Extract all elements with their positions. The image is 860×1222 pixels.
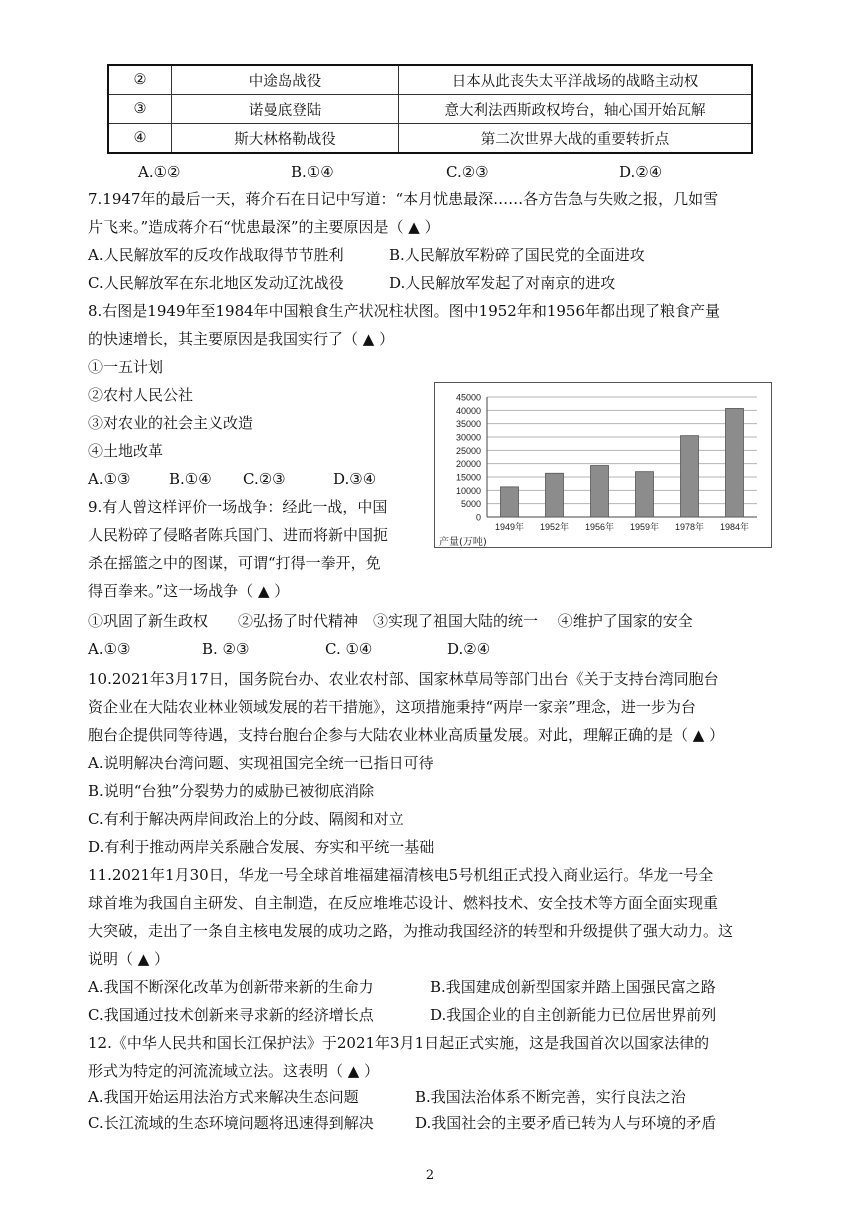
table-cell-event: 中途岛战役 [172,65,399,95]
q11-option-a: A.我国不断深化改革为创新带来新的生命力 [88,978,374,996]
y-tick-label: 15000 [455,472,481,483]
table-cell-effect: 意大利法西斯政权垮台，轴心国开始瓦解 [399,95,753,124]
y-tick-label: 30000 [455,432,481,443]
table-row [108,124,752,154]
q10-option-b: B.说明“台独”分裂势力的威胁已被彻底消除 [88,782,375,800]
q8-stem-line1: 8.右图是1949年至1984年中国粮食生产状况柱状图。图中1952年和1956年都出现了粮食产量 [88,302,721,320]
table-row [108,65,752,95]
q8-item-4: ④土地改革 [88,442,164,460]
table-cell-num: ④ [108,124,172,154]
q9-option-c: C. ①④ [325,640,373,658]
bar [681,436,699,517]
bar [501,487,519,517]
q8-option-d: D.③④ [333,470,377,488]
y-axis-label: 产量(万吨) [439,537,487,547]
q8-option-b: B.①④ [169,470,212,488]
q9-stem-line3: 杀在摇篮之中的图谋，可谓“打得一拳开，免 [88,554,381,572]
y-tick-label: 25000 [455,445,481,456]
x-tick-label: 1984年 [719,522,750,532]
q9-stem-line4: 得百拳来。”这一场战争（ ▲ ） [88,582,290,600]
y-tick-label: 20000 [455,459,481,470]
page-number: 2 [425,1168,435,1183]
q6-option-c: C.②③ [446,163,489,181]
y-tick-label: 0 [475,512,481,523]
table-cell-num: ② [108,65,172,95]
q9-stem-line2: 人民粉碎了侵略者陈兵国门、进而将新中国扼 [88,526,389,544]
q9-items: ①巩固了新生政权 ②弘扬了时代精神 ③实现了祖国大陆的统一 ④维护了国家的安全 [88,612,693,630]
q10-option-a: A.说明解决台湾问题、实现祖国完全统一已指日可待 [88,754,434,772]
q7-option-c: C.人民解放军在东北地区发动辽沈战役 [88,274,344,292]
table-cell-event: 诺曼底登陆 [172,95,399,124]
q11-option-d: D.我国企业的自主创新能力已位居世界前列 [430,1006,717,1024]
q7-option-a: A.人民解放军的反攻作战取得节节胜利 [88,246,344,264]
q8-item-1: ①一五计划 [88,358,164,376]
bar [591,466,609,517]
x-tick-label: 1952年 [539,522,570,532]
q10-stem-line1: 10.2021年3月17日，国务院台办、农业农村部、国家林草局等部门出台《关于支持台湾同胞台 [88,670,719,688]
q7-option-d: D.人民解放军发起了对南京的进攻 [389,274,616,292]
y-tick-label: 35000 [455,419,481,430]
events-table [107,64,753,154]
q11-option-c: C.我国通过技术创新来寻求新的经济增长点 [88,1006,374,1024]
y-tick-label: 5000 [460,499,481,510]
bar [546,473,564,517]
y-tick-label: 40000 [455,405,481,416]
q8-option-c: C.②③ [243,470,286,488]
q8-item-3: ③对农业的社会主义改造 [88,414,254,432]
x-tick-label: 1978年 [674,522,705,532]
y-tick-label: 45000 [455,392,481,403]
x-tick-label: 1956年 [584,522,615,532]
q11-stem-line2: 球首堆为我国自主研发、自主制造，在反应堆堆芯设计、燃料技术、安全技术等方面全面实现重 [88,894,719,912]
y-tick-label: 10000 [455,485,481,496]
q9-stem-line1: 9.有人曾这样评价一场战争：经此一战，中国 [88,498,388,516]
q7-stem-line1: 7.1947年的最后一天，蒋介石在日记中写道：“本月忧患最深……各方告急与失败之报，几如雪 [88,190,719,208]
q12-option-b: B.我国法治体系不断完善，实行良法之治 [415,1088,686,1106]
x-tick-label: 1959年 [629,522,660,532]
q11-stem-line3: 大突破，走出了一条自主核电发展的成功之路，为推动我国经济的转型和升级提供了强大动力。这 [88,922,734,940]
q12-stem-line2: 形式为特定的河流流域立法。这表明（ ▲ ） [88,1062,380,1080]
q12-option-d: D.我国社会的主要矛盾已转为人与环境的矛盾 [415,1114,717,1132]
q12-stem-line1: 12.《中华人民共和国长江保护法》于2021年3月1日起正式实施，这是我国首次以国家法律的 [88,1034,710,1052]
table-cell-effect: 日本从此丧失太平洋战场的战略主动权 [399,65,753,95]
q6-option-b: B.①④ [291,163,334,181]
q9-option-a: A.①③ [88,640,131,658]
q11-stem-line1: 11.2021年1月30日，华龙一号全球首堆福建福清核电5号机组正式投入商业运行。华龙一号全 [88,866,714,884]
q6-option-d: D.②④ [619,163,663,181]
grain-production-chart [434,382,772,548]
q11-stem-line4: 说明（ ▲ ） [88,950,170,968]
x-tick-label: 1949年 [494,522,525,532]
q12-option-a: A.我国开始运用法治方式来解决生态问题 [88,1088,359,1106]
table-cell-event: 斯大林格勒战役 [172,124,399,154]
table-cell-num: ③ [108,95,172,124]
bar [726,408,744,517]
bar [636,472,654,517]
q8-item-2: ②农村人民公社 [88,386,194,404]
grain-bar-chart-svg [435,383,771,547]
q7-stem-line2: 片飞来。”造成蒋介石“忧患最深”的主要原因是（ ▲ ） [88,218,440,236]
q10-stem-line2: 资企业在大陆农业林业领域发展的若干措施》，这项措施秉持“两岸一家亲”理念，进一步为台 [88,698,696,716]
q9-option-b: B. ②③ [202,640,250,658]
q6-option-a: A.①② [138,163,181,181]
q10-stem-line3: 胞台企提供同等待遇，支持台胞台企参与大陆农业林业高质量发展。对此，理解正确的是（ ▲ ） [88,726,725,744]
q10-option-d: D.有利于推动两岸关系融合发展、夯实和平统一基础 [88,838,435,856]
q9-option-d: D.②④ [447,640,491,658]
q8-stem-line2: 的快速增长，其主要原因是我国实行了（ ▲ ） [88,330,395,348]
q11-option-b: B.我国建成创新型国家并踏上国强民富之路 [430,978,716,996]
q10-option-c: C.有利于解决两岸间政治上的分歧、隔阂和对立 [88,810,404,828]
table-row [108,95,752,124]
table-cell-effect: 第二次世界大战的重要转折点 [399,124,753,154]
q12-option-c: C.长江流域的生态环境问题将迅速得到解决 [88,1114,374,1132]
q8-option-a: A.①③ [88,470,131,488]
q7-option-b: B.人民解放军粉碎了国民党的全面进攻 [389,246,645,264]
